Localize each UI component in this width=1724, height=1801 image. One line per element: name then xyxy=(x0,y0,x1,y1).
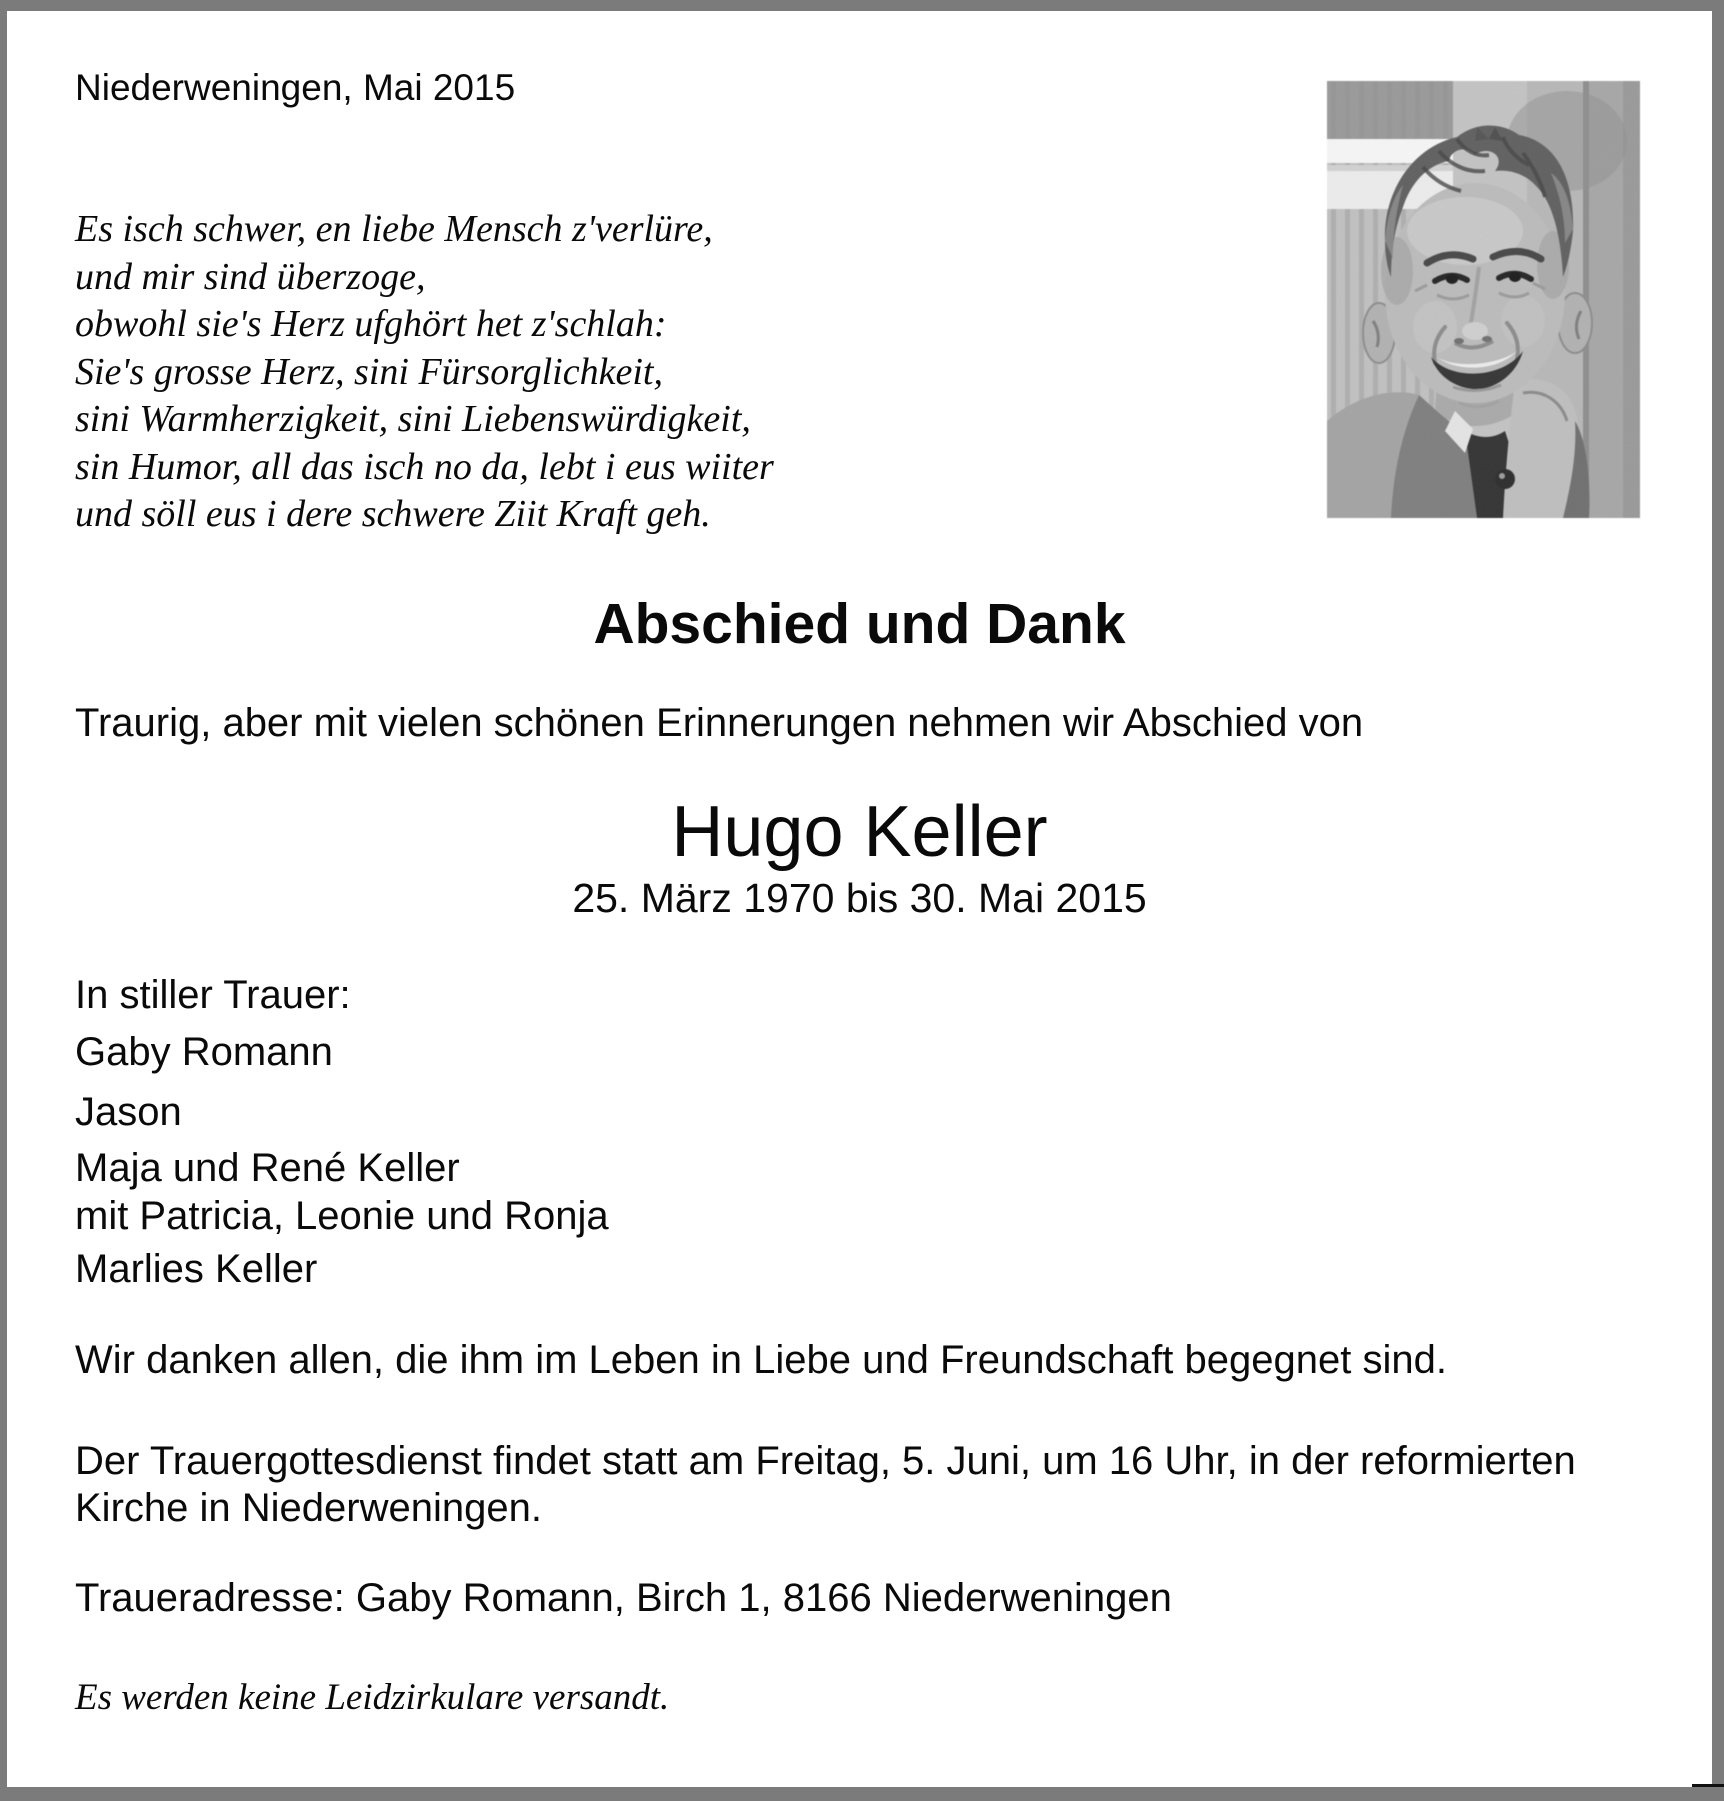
mourner-entry xyxy=(75,1144,609,1240)
service-info xyxy=(75,1438,1576,1532)
thanks-line: Wir danken allen, die ihm im Leben in Liebe und Freundschaft begegnet sind. xyxy=(75,1338,1447,1382)
scan-artifact-line xyxy=(1692,1784,1724,1787)
life-dates: 25. März 1970 bis 30. Mai 2015 xyxy=(572,875,1147,921)
mourner-entry: Gaby Romann xyxy=(75,1030,333,1074)
portrait-photo-graphic xyxy=(1327,81,1640,518)
poem-line: und mir sind überzoge, xyxy=(75,255,426,298)
poem xyxy=(75,206,774,539)
service-line: Der Trauergottesdienst findet statt am Freitag, 5. Juni, um 16 Uhr, in der reformierten xyxy=(75,1439,1576,1483)
intro-line: Traurig, aber mit vielen schönen Erinnerungen nehmen wir Abschied von xyxy=(75,701,1364,745)
poem-line: Es isch schwer, en liebe Mensch z'verlüre, xyxy=(75,208,713,250)
poem-line: sini Warmherzigkeit, sini Liebenswürdigkeit, xyxy=(75,398,751,440)
service-line: Kirche in Niederweningen. xyxy=(75,1486,542,1530)
notice-title: Abschied und Dank xyxy=(593,592,1126,656)
mourning-address: Traueradresse: Gaby Romann, Birch 1, 8166 Niederweningen xyxy=(75,1576,1172,1620)
poem-line: sin Humor, all das isch no da, lebt i eus wiiter xyxy=(75,445,774,488)
mourner-line: Maja und René Keller xyxy=(75,1146,460,1190)
poem-line: obwohl sie's Herz ufghört het z'schlah: xyxy=(75,303,667,345)
closing-note: Es werden keine Leidzirkulare versandt. xyxy=(75,1677,670,1718)
poem-line: und söll eus i dere schwere Ziit Kraft geh. xyxy=(75,493,711,535)
portrait-photo xyxy=(1327,81,1640,518)
deceased-name: Hugo Keller xyxy=(671,792,1048,872)
poem-line: Sie's grosse Herz, sini Fürsorglichkeit, xyxy=(75,350,663,393)
mourner-entry: Marlies Keller xyxy=(75,1247,318,1291)
mourner-entry: Jason xyxy=(75,1090,182,1134)
mourner-line: mit Patricia, Leonie und Ronja xyxy=(75,1194,609,1238)
mourners-heading: In stiller Trauer: xyxy=(75,973,351,1017)
dateline: Niederweningen, Mai 2015 xyxy=(75,67,516,108)
